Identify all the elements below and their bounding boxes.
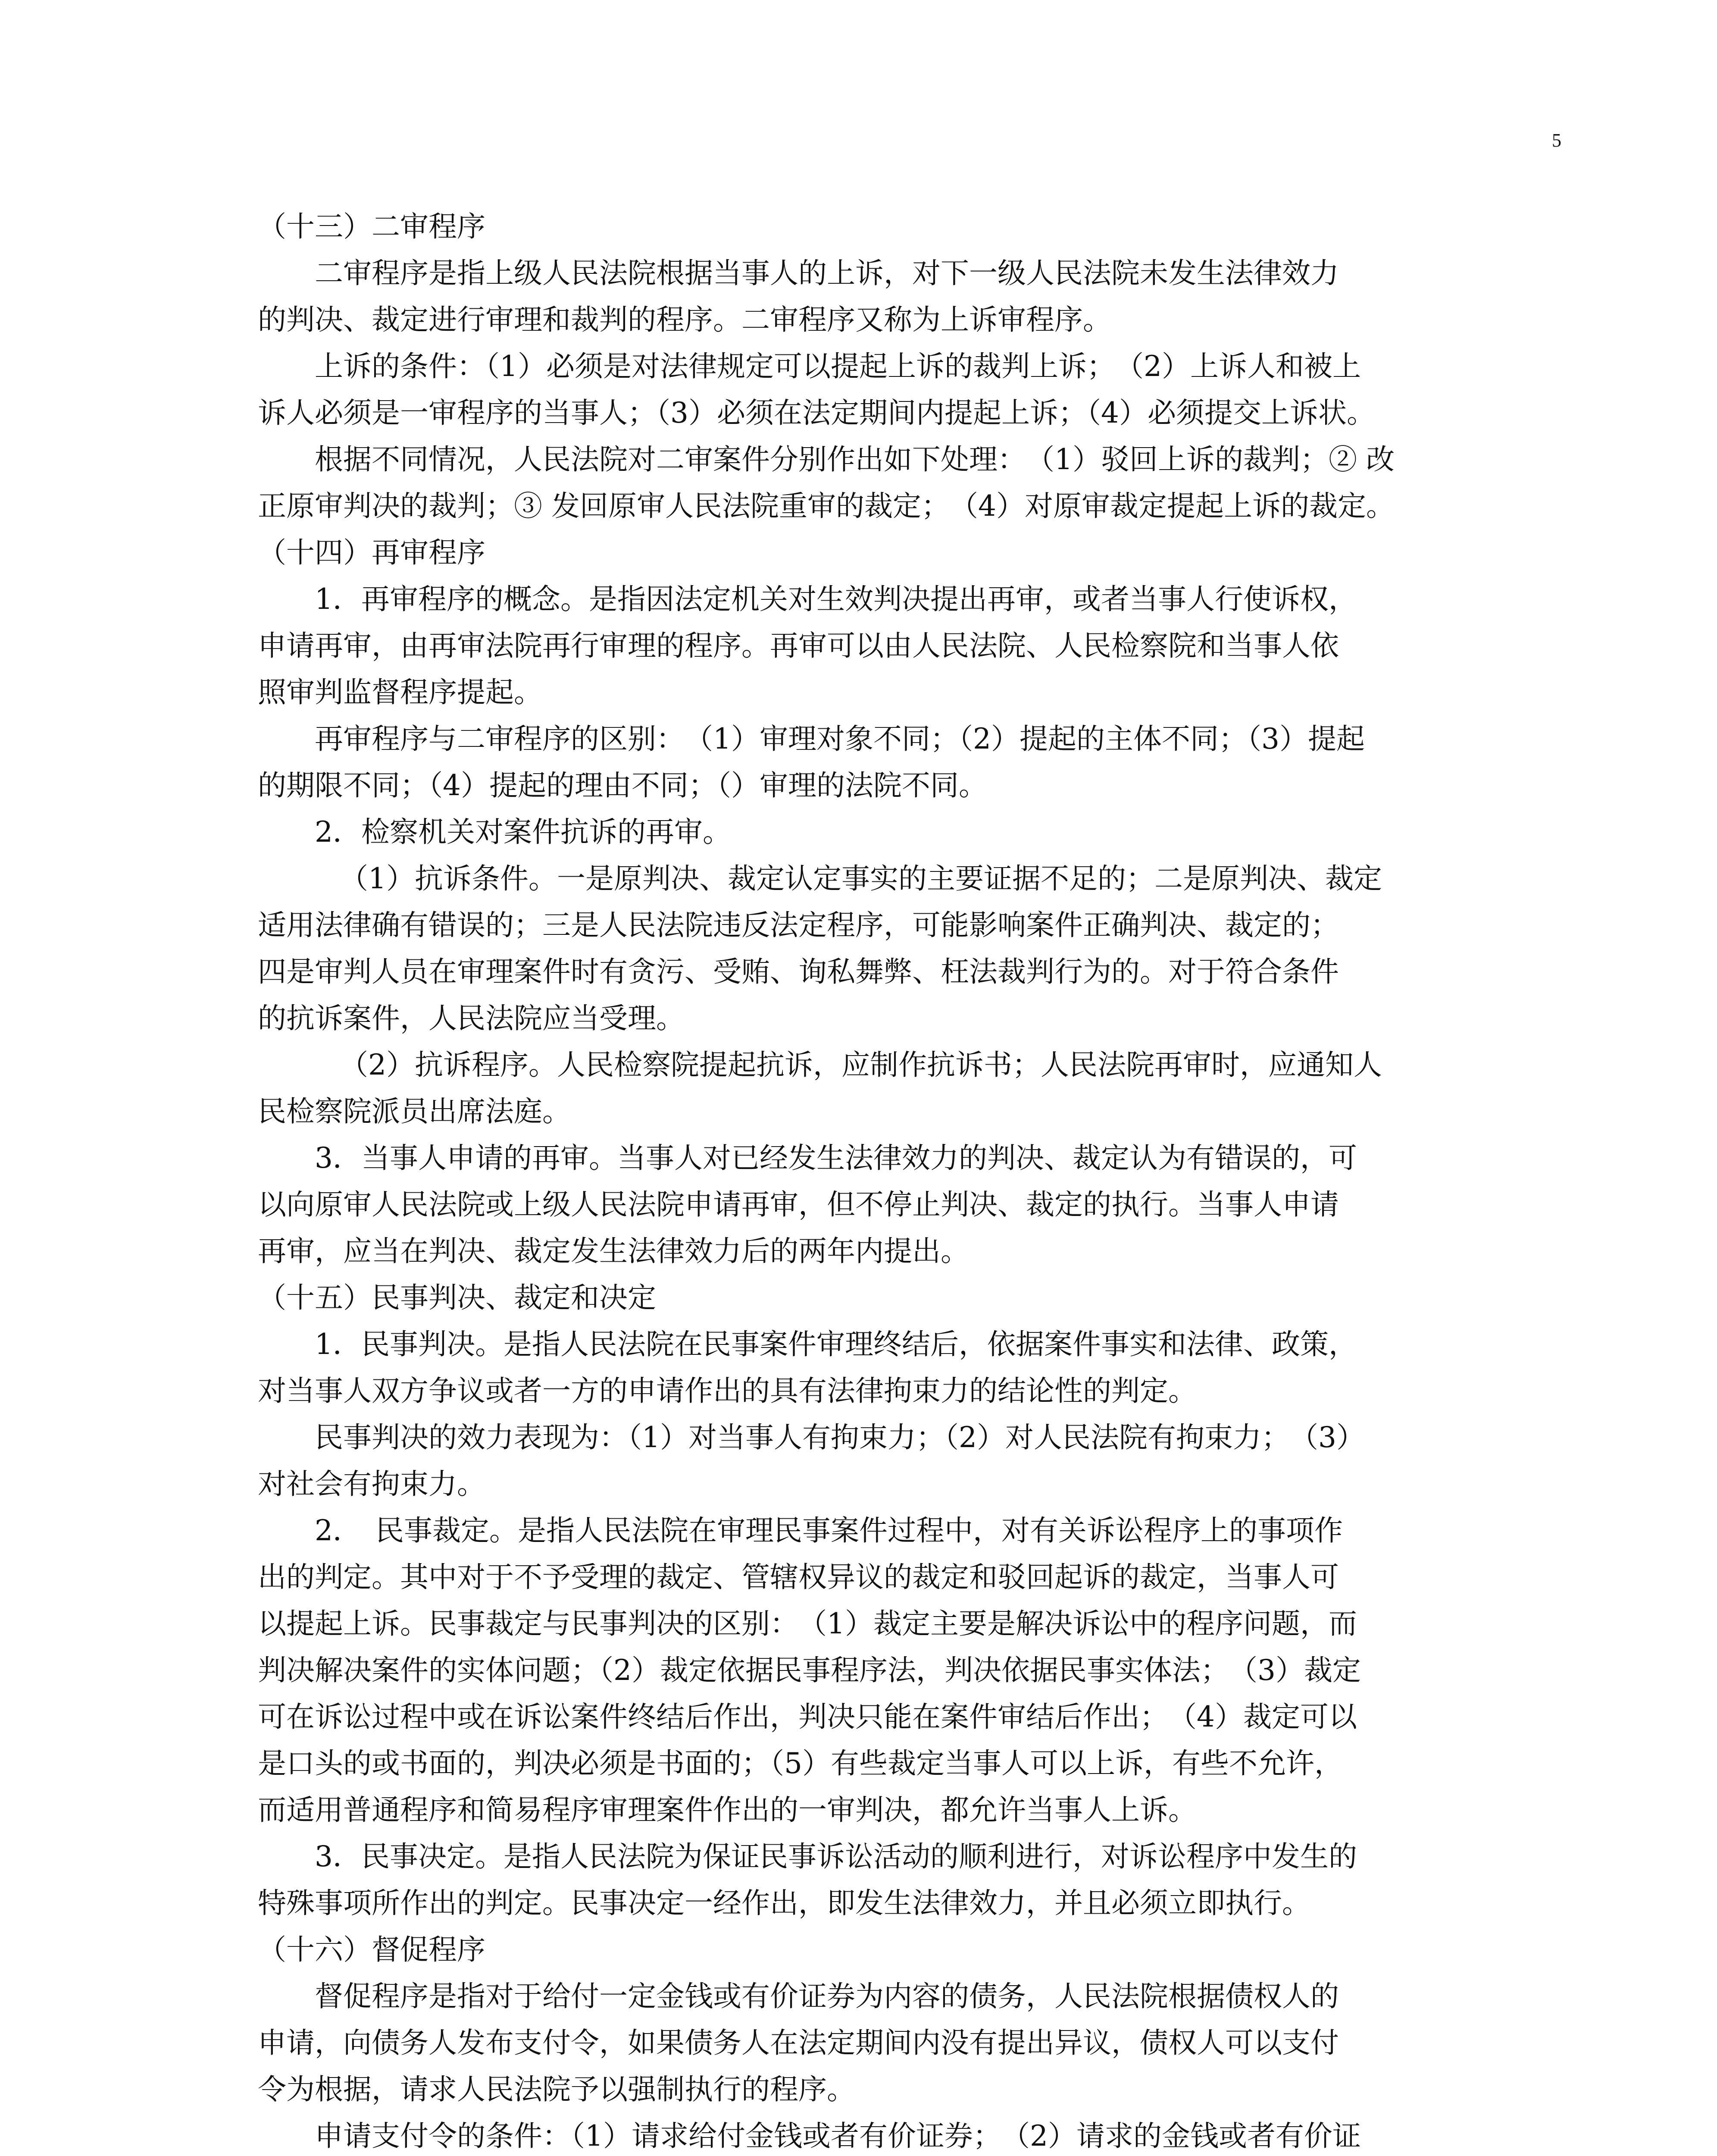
text-line: 出的判定。其中对于不予受理的裁定、管辖权异议的裁定和驳回起诉的裁定，当事人可	[258, 1562, 1339, 1593]
text-line: 根据不同情况，人民法院对二审案件分别作出如下处理： （1）驳回上诉的裁判；② 改	[315, 444, 1395, 475]
text-line: 申请再审，由再审法院再行审理的程序。再审可以由人民法院、人民检察院和当事人依	[258, 630, 1339, 661]
text-line: 民事判决的效力表现为：（1）对当事人有拘束力；（2）对人民法院有拘束力； （3）	[315, 1422, 1365, 1453]
section-heading: （十三）二审程序	[258, 211, 485, 242]
section-heading: （十五）民事判决、裁定和决定	[258, 1282, 656, 1313]
text-line: 正原审判决的裁判；③ 发回原审人民法院重审的裁定； （4）对原审裁定提起上诉的裁定。	[258, 491, 1395, 522]
text-line: 2．检察机关对案件抗诉的再审。	[315, 817, 731, 848]
text-line: 的抗诉案件，人民法院应当受理。	[258, 1003, 685, 1034]
text-line: 的判决、裁定进行审理和裁判的程序。二审程序又称为上诉审程序。	[258, 304, 1111, 335]
text-line: （1）抗诉条件。一是原判决、裁定认定事实的主要证据不足的；二是原判决、裁定	[340, 863, 1382, 894]
text-line: 申请，向债务人发布支付令，如果债务人在法定期间内没有提出异议，债权人可以支付	[258, 2028, 1339, 2059]
text-line: 民检察院派员出席法庭。	[258, 1096, 571, 1127]
text-line: 再审程序与二审程序的区别： （1）审理对象不同；（2）提起的主体不同；（3）提起	[315, 724, 1365, 755]
text-line: 对社会有拘束力。	[258, 1469, 485, 1500]
text-line: 而适用普通程序和简易程序审理案件作出的一审判决，都允许当事人上诉。	[258, 1795, 1197, 1826]
text-line: 3．当事人申请的再审。当事人对已经发生法律效力的判决、裁定认为有错误的，可	[315, 1143, 1357, 1174]
text-line: 的期限不同；（4）提起的理由不同；（）审理的法院不同。	[258, 770, 987, 801]
text-line: 以提起上诉。民事裁定与民事判决的区别： （1）裁定主要是解决诉讼中的程序问题，而	[258, 1608, 1357, 1639]
text-line: 令为根据，请求人民法院予以强制执行的程序。	[258, 2074, 855, 2105]
text-line: 诉人必须是一审程序的当事人；（3）必须在法定期间内提起上诉；（4）必须提交上诉状。	[258, 398, 1375, 429]
text-line: 上诉的条件：（1）必须是对法律规定可以提起上诉的裁判上诉； （2）上诉人和被上	[315, 351, 1361, 382]
section-heading: （十四）再审程序	[258, 537, 485, 568]
text-line: 是口头的或书面的，判决必须是书面的；（5）有些裁定当事人可以上诉，有些不允许，	[258, 1748, 1343, 1779]
text-line: 可在诉讼过程中或在诉讼案件终结后作出，判决只能在案件审结后作出； （4）裁定可以	[258, 1702, 1357, 1733]
text-line: 2． 民事裁定。是指人民法院在审理民事案件过程中，对有关诉讼程序上的事项作	[315, 1515, 1343, 1546]
text-line: 二审程序是指上级人民法院根据当事人的上诉，对下一级人民法院未发生法律效力	[315, 258, 1339, 289]
text-line: 3．民事决定。是指人民法院为保证民事诉讼活动的顺利进行，对诉讼程序中发生的	[315, 1841, 1357, 1872]
section-heading: （十六）督促程序	[258, 1934, 485, 1965]
text-line: 申请支付令的条件：（1）请求给付金钱或者有价证券； （2）请求的金钱或者有价证	[315, 2121, 1361, 2152]
text-line: 判决解决案件的实体问题；（2）裁定依据民事程序法，判决依据民事实体法； （3）裁定	[258, 1655, 1361, 1686]
text-line: 督促程序是指对于给付一定金钱或有价证券为内容的债务，人民法院根据债权人的	[315, 1981, 1339, 2012]
text-line: 以向原审人民法院或上级人民法院申请再审，但不停止判决、裁定的执行。当事人申请	[258, 1189, 1339, 1220]
text-line: 四是审判人员在审理案件时有贪污、受贿、询私舞弊、枉法裁判行为的。对于符合条件	[258, 956, 1339, 987]
text-line: 照审判监督程序提起。	[258, 677, 542, 708]
text-line: 1．民事判决。是指人民法院在民事案件审理终结后，依据案件事实和法律、政策，	[315, 1329, 1357, 1360]
page-number: 5	[1552, 130, 1561, 151]
document-body	[258, 211, 1573, 2156]
text-line: 再审，应当在判决、裁定发生法律效力后的两年内提出。	[258, 1236, 969, 1267]
text-line: 特殊事项所作出的判定。民事决定一经作出，即发生法律效力，并且必须立即执行。	[258, 1888, 1310, 1919]
text-line: 对当事人双方争议或者一方的申请作出的具有法律拘束力的结论性的判定。	[258, 1376, 1197, 1407]
text-line: 适用法律确有错误的；三是人民法院违反法定程序，可能影响案件正确判决、裁定的；	[258, 910, 1339, 941]
text-line: 1．再审程序的概念。是指因法定机关对生效判决提出再审，或者当事人行使诉权，	[315, 584, 1357, 615]
text-line: （2）抗诉程序。人民检察院提起抗诉，应制作抗诉书；人民法院再审时，应通知人	[340, 1050, 1382, 1081]
